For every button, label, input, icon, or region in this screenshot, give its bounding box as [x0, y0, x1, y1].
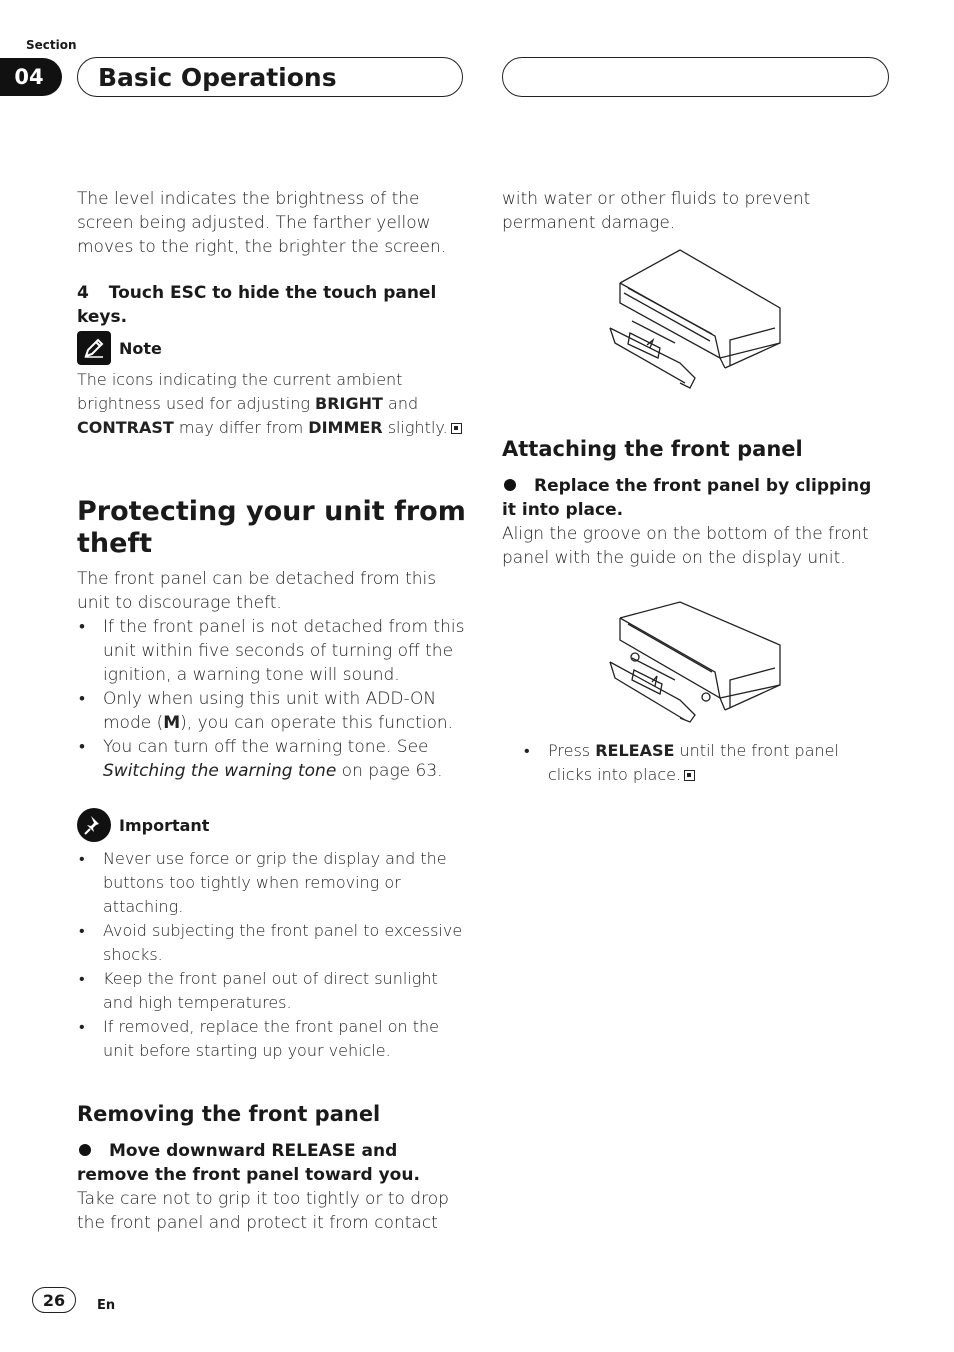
bullet-dot-icon [504, 479, 516, 491]
intro-text: The level indicates the brightness of the screen being adjusted. The farther yellow moves to the right, the brighter the screen. [77, 189, 447, 257]
attaching-text: Align the groove on the bottom of the front panel with the guide on the display unit. [502, 524, 869, 568]
list-item [77, 735, 467, 783]
theft-section [77, 496, 467, 560]
removing-heading: Removing the front panel [77, 1102, 381, 1126]
attach-bullet-b: until the front panel clicks into place. [548, 741, 839, 784]
end-mark-icon [684, 770, 695, 781]
note-text-3: slightly. [382, 418, 448, 437]
continued-text: with water or other fluids to prevent permanent damage. [502, 189, 811, 233]
note-text-2: may differ from [173, 418, 309, 437]
note-heading [77, 331, 162, 365]
bullet-3-b: on page 63. [336, 761, 443, 781]
note-dimmer: DIMMER [308, 418, 383, 437]
pencil-icon [77, 331, 111, 365]
section-label: Section [26, 38, 77, 52]
attaching-heading: Attaching the front panel [502, 437, 803, 461]
page-number: 26 [32, 1287, 76, 1313]
attaching-bullets [522, 739, 882, 787]
attaching-step-text: Replace the front panel by clipping it into place. [502, 476, 872, 520]
list-item: • Never use force or grip the display and the buttons too tightly when removing or attaching. [77, 847, 467, 919]
note-contrast: CONTRAST [77, 418, 174, 437]
list-item: • If the front panel is not detached from this unit within five seconds of turning off the ignition, a warning tone will sound. [77, 615, 467, 687]
attach-bullet-a: Press [548, 741, 596, 760]
attaching-section [502, 435, 892, 463]
pushpin-icon [77, 808, 111, 842]
bullet-2-b: ), you can operate this function. [180, 713, 454, 733]
important-bullets [77, 847, 467, 1063]
header-blank-box [502, 57, 889, 97]
note-text-1: The icons indicating the current ambient brightness used for adjusting [77, 370, 403, 413]
step-4 [77, 281, 467, 329]
theft-intro: The front panel can be detached from this unit to discourage theft. [77, 569, 437, 613]
important-heading [77, 808, 209, 842]
bullet-2-m: M [163, 713, 181, 733]
list-item: • Keep the front panel out of direct sunlight and high temperatures. [77, 967, 467, 1015]
theft-heading: Protecting your unit from theft [77, 496, 466, 559]
attach-bullet-release: RELEASE [595, 741, 675, 760]
warning-tone-reference[interactable]: Switching the warning tone [103, 761, 337, 781]
note-heading-text: Note [119, 338, 162, 358]
note-text [77, 368, 467, 440]
theft-body [77, 567, 467, 783]
important-heading-text: Important [119, 815, 210, 835]
attaching-bullet [522, 739, 882, 787]
list-item: • If removed, replace the front panel on the unit before starting up your vehicle. [77, 1015, 467, 1063]
bullet-dot-icon [79, 1144, 91, 1156]
section-title [77, 57, 463, 97]
list-item: • Avoid subjecting the front panel to excessive shocks. [77, 919, 467, 967]
removing-step [77, 1139, 467, 1187]
language-label: En [97, 1298, 116, 1313]
step-4-number: 4 [77, 283, 89, 303]
section-number-badge: 04 [0, 58, 62, 96]
theft-bullets [77, 615, 467, 783]
section-title-text: Basic Operations [98, 62, 337, 92]
note-and: and [382, 394, 419, 413]
note-bright: BRIGHT [315, 394, 383, 413]
bullet-3-a: You can turn off the warning tone. See [103, 737, 429, 757]
important-body [77, 847, 467, 1063]
bullet-2-a: Only when using this unit with ADD-ON mode ( [103, 689, 437, 733]
intro-paragraph [77, 187, 467, 259]
list-item [522, 739, 882, 787]
removing-text: Take care not to grip it too tightly or to drop the front panel and protect it from contact [77, 1189, 449, 1233]
removing-step-text: Move downward RELEASE and remove the front panel toward you. [77, 1141, 420, 1185]
attaching-body [502, 474, 877, 570]
end-mark-icon [451, 423, 462, 434]
attaching-front-panel-illustration [600, 600, 785, 730]
note-body [77, 368, 467, 440]
removing-front-panel-illustration [600, 248, 785, 398]
removing-section [77, 1100, 467, 1128]
continued-paragraph [502, 187, 867, 235]
step-4-text: Touch ESC to hide the touch panel keys. [77, 283, 437, 327]
removing-body [77, 1139, 467, 1235]
attaching-step [502, 474, 877, 522]
list-item [77, 687, 467, 735]
